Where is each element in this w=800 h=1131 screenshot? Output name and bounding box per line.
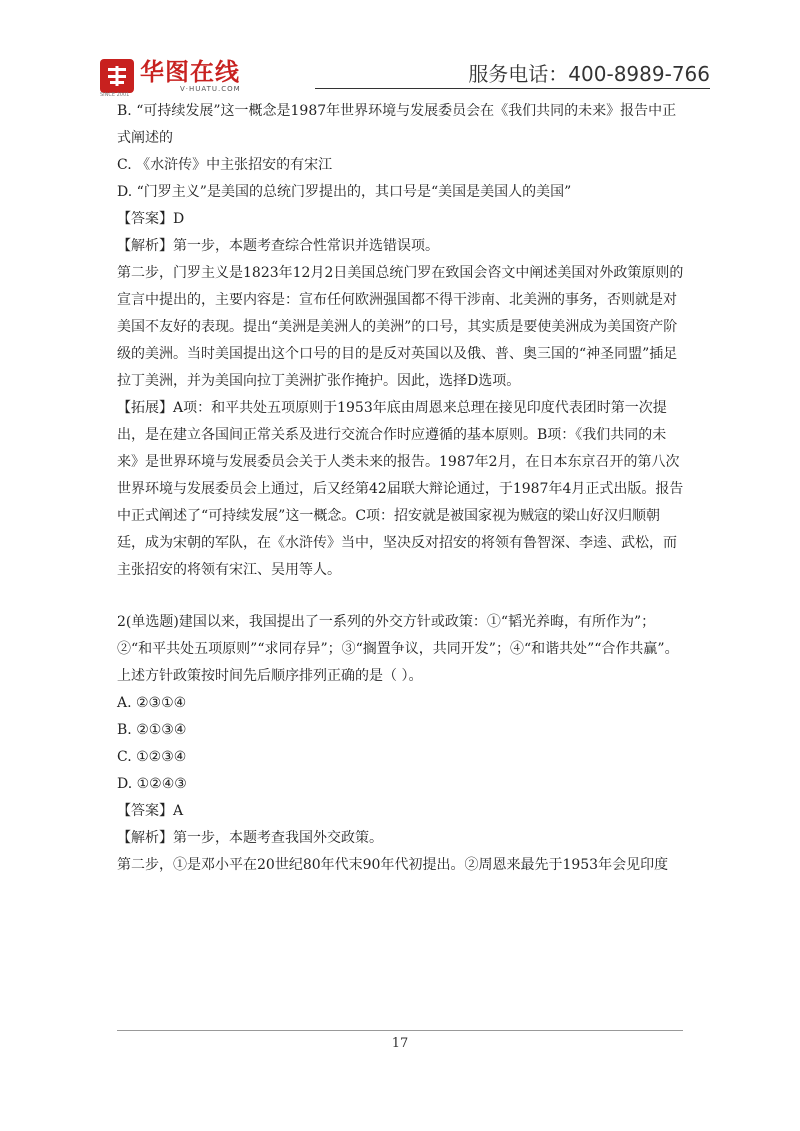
analysis-step1: 【解析】第一步，本题考查综合性常识并选错误项。	[117, 238, 439, 254]
huatu-logo-icon	[100, 59, 134, 93]
header-divider	[315, 88, 710, 89]
option-b: B. “可持续发展”这一概念是1987年世界环境与发展委员会在《我们共同的未来》报告中正式阐述的	[117, 103, 677, 146]
q2-analysis-step1: 【解析】第一步，本题考查我国外交政策。	[117, 830, 383, 846]
page-number: 17	[391, 1036, 409, 1051]
logo	[100, 56, 241, 96]
q2-analysis-step2: 第二步，①是邓小平在20世纪80年代末90年代初提出。②周恩来最先于1953年会见印度	[117, 857, 669, 873]
logo-url: V·HUATU.COM	[180, 85, 241, 93]
q2-option-c: C. ①②③④	[117, 749, 187, 765]
q2-option-a: A. ②③①④	[117, 695, 187, 711]
logo-since: SINCE 2001	[100, 92, 130, 98]
page-header	[100, 50, 710, 102]
q2-option-b: B. ②①③④	[117, 722, 187, 738]
q2-option-d: D. ①②④③	[117, 776, 187, 792]
option-c: C. 《水浒传》中主张招安的有宋江	[117, 157, 333, 173]
logo-name: 华图在线	[140, 58, 240, 86]
service-phone: 服务电话：400-8989-766	[468, 62, 710, 86]
option-d: D. “门罗主义”是美国的总统门罗提出的，其口号是“美国是美国人的美国”	[117, 184, 572, 200]
document-body	[117, 98, 687, 879]
q2-answer: 【答案】A	[117, 803, 184, 819]
footer-divider	[117, 1030, 683, 1031]
extension: 【拓展】A项：和平共处五项原则于1953年底由周恩来总理在接见印度代表团时第一次提出，是在建立各国间正常关系及进行交流合作时应遵循的基本原则。B项：《我们共同的未来》是世界环境与发展委员会关于人类未来的报告。1987年2月，在日本东京召开的第八次世界环境与发展委员会上通过，后又经第42届联大辩论通过，于1987年4月正式出版。报告中正式阐述了“可持续发展”这一概念。C项：招安就是被国家视为贼寇的梁山好汉归顺朝廷，成为宋朝的军队，在《水浒传》当中，坚决反对招安的将领有鲁智深、李逵、武松，而主张招安的将领有宋江、吴用等人。	[117, 400, 684, 578]
answer: 【答案】D	[117, 211, 185, 227]
spacer	[117, 584, 687, 609]
question-2: 2(单选题)建国以来，我国提出了一系列的外交方针或政策：①“韬光养晦，有所作为”；②“和平共处五项原则”“求同存异”；③“搁置争议，共同开发”；④“和谐共处”“合作共赢”。上述方针政策按时间先后顺序排列正确的是（ ）。	[117, 614, 679, 684]
analysis-step2: 第二步，门罗主义是1823年12月2日美国总统门罗在致国会咨文中阐述美国对外政策原则的宣言中提出的，主要内容是：宣布任何欧洲强国都不得干涉南、北美洲的事务，否则就是对美国不友好的表现。提出“美洲是美洲人的美洲”的口号，其实质是要使美洲成为美国资产阶级的美洲。当时美国提出这个口号的目的是反对英国以及俄、普、奥三国的“神圣同盟”插足拉丁美洲，并为美国向拉丁美洲扩张作掩护。因此，选择D选项。	[117, 265, 684, 389]
